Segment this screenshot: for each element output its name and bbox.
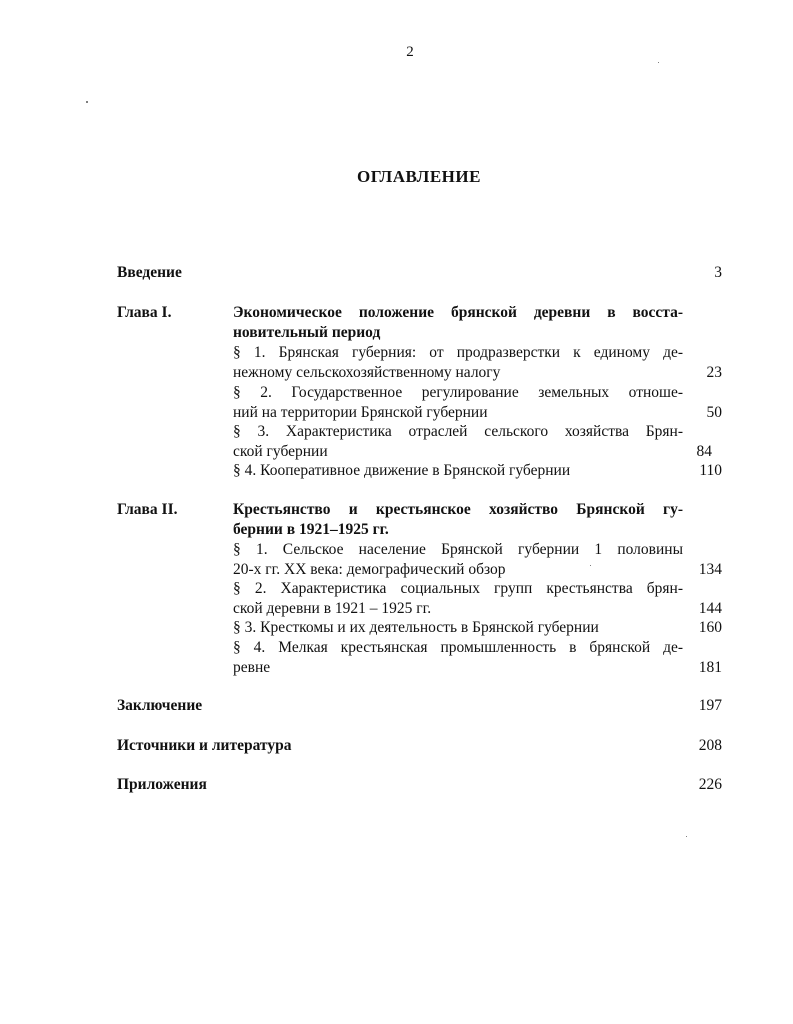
- section-text: [233, 638, 683, 678]
- toc-entry-label: Введение: [117, 264, 182, 281]
- section-text: [233, 618, 683, 638]
- chapter-title-line: бернии в 1921–1925 гг.: [233, 520, 389, 538]
- section-line: § 1. Брянская губерния: от продразверстки к единому де-: [233, 344, 683, 361]
- section-line: ской деревни в 1921 – 1925 гг.: [233, 599, 432, 617]
- section-line: ревне: [233, 658, 271, 676]
- section-line: § 4. Мелкая крестьянская промышленность в брянской де-: [233, 639, 683, 656]
- section-line: 20-х гг. XX века: демографический обзор: [233, 560, 506, 578]
- chapter-title-line: Крестьянство и крестьянское хозяйство Брянской гу-: [233, 501, 683, 518]
- section-line: ской губернии: [233, 442, 328, 460]
- chapter-title: [233, 500, 683, 540]
- toc-section: [0, 461, 793, 481]
- toc-chapter-2: [0, 500, 793, 680]
- page-number: 2: [406, 44, 414, 60]
- section-line: § 3. Характеристика отраслей сельского хозяйства Брян-: [233, 423, 683, 440]
- section-text: [233, 422, 683, 462]
- section-page: 160: [698, 619, 722, 636]
- toc-title: ОГЛАВЛЕНИЕ: [357, 167, 481, 186]
- toc-section: [0, 579, 793, 619]
- section-page: 110: [699, 462, 722, 479]
- chapter-title-line: Экономическое положение брянской деревни в восста-: [233, 304, 683, 321]
- chapter-label: Глава II.: [117, 501, 178, 518]
- toc-section: [0, 638, 793, 678]
- toc-entry-intro: [0, 263, 793, 283]
- section-line: ний на территории Брянской губернии: [233, 403, 488, 421]
- toc-chapter-1: [0, 303, 793, 483]
- section-page: 134: [698, 561, 722, 578]
- toc-section: [0, 540, 793, 580]
- scan-speck: [658, 62, 659, 63]
- toc-entry-sources: [0, 736, 793, 756]
- section-line: § 2. Государственное регулирование земельных отноше-: [233, 384, 683, 401]
- scan-speck: [590, 565, 591, 566]
- chapter-title: [233, 303, 683, 343]
- section-text: [233, 343, 683, 383]
- toc-entry-conclusion: [0, 696, 793, 716]
- section-page: 50: [706, 404, 722, 421]
- toc-entry-page: 197: [698, 697, 722, 714]
- section-line: § 2. Характеристика социальных групп крестьянства брян-: [233, 580, 683, 597]
- chapter-label: Глава I.: [117, 304, 172, 321]
- section-line: § 3. Кресткомы и их деятельность в Брянской губернии: [233, 619, 599, 636]
- section-text: [233, 540, 683, 580]
- section-page: 84: [696, 443, 712, 460]
- toc-entry-label: Заключение: [117, 697, 203, 714]
- section-line: § 1. Сельское население Брянской губернии 1 половины: [233, 541, 683, 558]
- toc-entry-page: 208: [698, 737, 722, 754]
- section-text: [233, 383, 683, 423]
- toc-section: [0, 618, 793, 638]
- scan-speck: [686, 836, 687, 837]
- section-page: 23: [706, 364, 722, 381]
- toc-section: [0, 383, 793, 423]
- toc-section: [0, 343, 793, 383]
- section-line: § 4. Кооперативное движение в Брянской губернии: [233, 462, 571, 479]
- section-line: нежному сельскохозяйственному налогу: [233, 363, 501, 381]
- section-page: 144: [698, 600, 722, 617]
- toc-entry-page: 3: [714, 264, 722, 281]
- toc-entry-label: Источники и литература: [117, 737, 292, 754]
- toc-section: [0, 422, 793, 462]
- toc-entry-appendices: [0, 775, 793, 795]
- toc-entry-label: Приложения: [117, 776, 207, 793]
- section-text: [233, 579, 683, 619]
- chapter-title-line: новительный период: [233, 323, 381, 341]
- toc-entry-page: 226: [698, 776, 722, 793]
- section-page: 181: [698, 659, 722, 676]
- section-text: [233, 461, 683, 481]
- scan-speck: [86, 101, 88, 103]
